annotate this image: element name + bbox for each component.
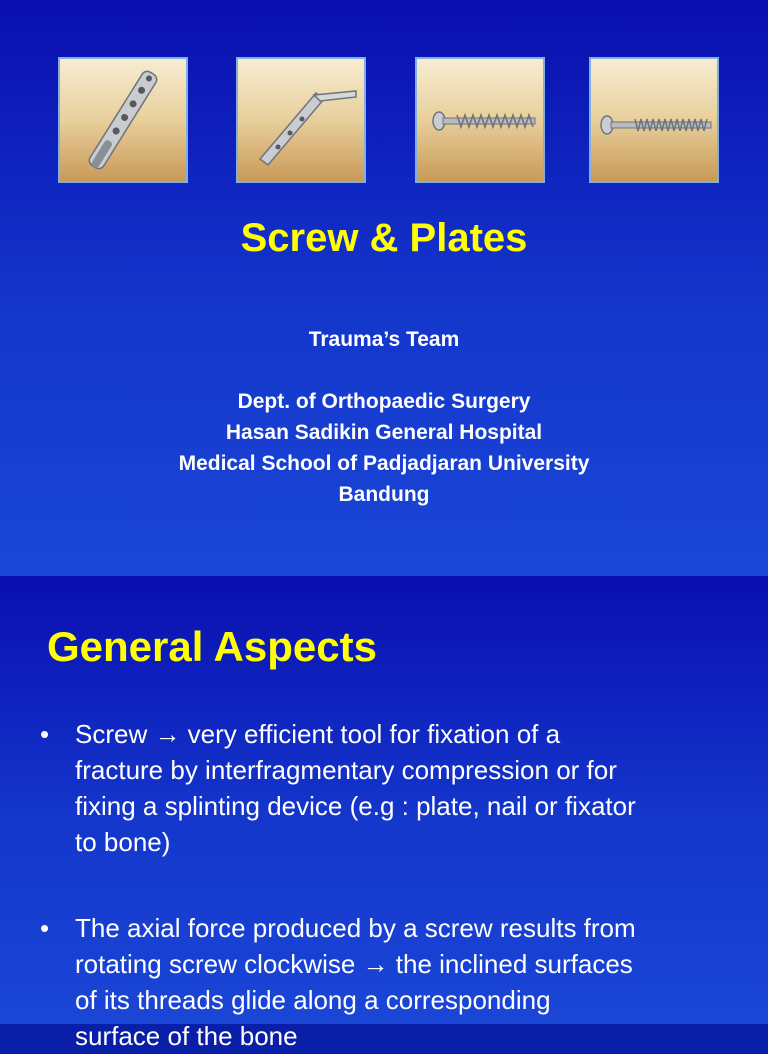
department-line: Dept. of Orthopaedic Surgery [237, 390, 531, 413]
bullet-line: The axial force produced by a screw results from [75, 913, 636, 943]
cancellous-screw-icon [417, 59, 543, 181]
bullet-marker: • [40, 913, 50, 943]
bullet-line: of its threads glide along a corresponding [75, 985, 551, 1015]
team-name: Trauma’s Team [308, 328, 460, 351]
cortical-screw-image [589, 57, 719, 183]
blade-plate-image [236, 57, 366, 183]
city-line: Bandung [338, 483, 430, 506]
content-slide [0, 576, 768, 1051]
bullet-line: fixing a splinting device (e.g : plate, nail or fixator [75, 791, 636, 821]
cortical-screw-icon [591, 59, 717, 181]
bullet-line: rotating screw clockwise → the inclined surfaces [75, 949, 633, 979]
section-title: General Aspects [47, 623, 377, 670]
bullet-line: to bone) [75, 827, 171, 857]
bone-plate-icon [60, 59, 186, 181]
cancellous-screw-image [415, 57, 545, 183]
bullet-item [40, 716, 740, 860]
bullet-item [40, 910, 740, 1054]
slide-title: Screw & Plates [240, 216, 528, 260]
bullet-line: Screw → very efficient tool for fixation of a [75, 719, 561, 749]
bullet-line: surface of the bone [75, 1021, 298, 1051]
angled-blade-plate-icon [238, 59, 364, 181]
hospital-line: Hasan Sadikin General Hospital [225, 421, 543, 444]
bullet-marker: • [40, 719, 50, 749]
bullet-line: fracture by interfragmentary compression or for [75, 755, 617, 785]
university-line: Medical School of Padjadjaran University [178, 452, 590, 475]
bone-plate-image [58, 57, 188, 183]
